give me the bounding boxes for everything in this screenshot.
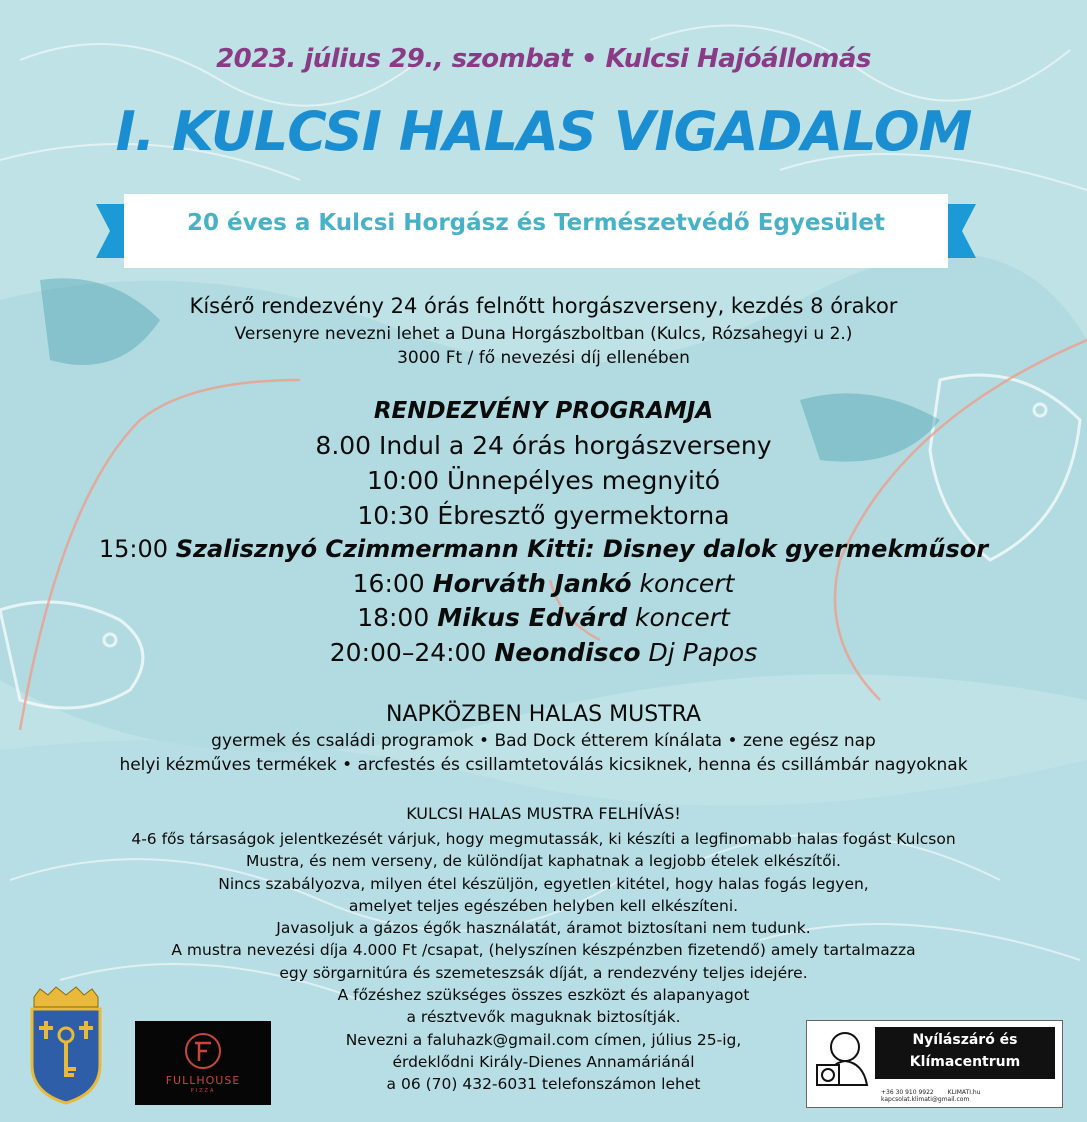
program-desc: Dj Papos xyxy=(648,638,758,667)
nyilaszaro-name-line2: Klímacentrum xyxy=(909,1054,1021,1070)
call-title: KULCSI HALAS MUSTRA FELHÍVÁS! xyxy=(406,804,681,823)
program-time: 10:00 xyxy=(367,466,440,495)
call-line: 4-6 fős társaságok jelentkezését várjuk, hogy megmutassák, ki készíti a legfinomabb halas fogást Kulcson xyxy=(131,830,956,848)
fullhouse-sub: PIZZA xyxy=(190,1088,216,1094)
program-item xyxy=(0,431,1087,460)
fullhouse-name: FULLHOUSE xyxy=(165,1074,241,1087)
program-performer: Mikus Edvárd xyxy=(437,603,628,632)
program-item xyxy=(0,569,1087,598)
napkozben-line2: helyi kézműves termékek • arcfestés és csillamtetoválás kicsiknek, henna és csillámbár nagyoknak xyxy=(119,755,968,775)
program-title: RENDEZVÉNY PROGRAMJA xyxy=(373,398,714,424)
nyilaszaro-name-line1: Nyílászáró és xyxy=(912,1032,1018,1048)
program-desc: koncert xyxy=(634,603,730,632)
program-desc: Ünnepélyes megnyitó xyxy=(447,466,720,495)
program-desc: Ébresztő gyermektorna xyxy=(437,501,730,530)
call-line: amelyet teljes egészében helyben kell elkészíteni. xyxy=(348,896,739,915)
event-date-venue: 2023. július 29., szombat • Kulcsi Hajóállomás xyxy=(216,44,871,74)
program-item xyxy=(0,501,1087,530)
program-item xyxy=(0,535,1087,563)
call-line: a 06 (70) 432-6031 telefonszámon lehet xyxy=(386,1075,701,1094)
call-line: érdeklődni Király-Dienes Annamáriánál xyxy=(392,1052,695,1071)
program-time: 16:00 xyxy=(352,569,425,598)
program-time: 18:00 xyxy=(357,603,430,632)
program-performer: Neondisco xyxy=(494,638,641,667)
nyilaszaro-web: KLIMATI.hu xyxy=(947,1089,981,1096)
program-desc: koncert xyxy=(639,569,735,598)
program-desc: Indul a 24 órás horgászverseny xyxy=(379,431,772,460)
coat-of-arms-icon xyxy=(26,985,106,1105)
anniversary-text: 20 éves a Kulcsi Horgász és Természetvédő Egyesület xyxy=(186,210,886,236)
program-time: 20:00–24:00 xyxy=(329,638,487,667)
program-item xyxy=(0,638,1087,667)
program-time: 8.00 xyxy=(315,431,372,460)
nyilaszaro-contacts xyxy=(881,1089,1062,1103)
program-time: 10:30 xyxy=(357,501,430,530)
call-line: a résztvevők maguknak biztosítják. xyxy=(406,1008,681,1027)
fullhouse-logo xyxy=(135,1021,271,1105)
call-line: egy sörgarnitúra és szemeteszsák díját, a rendezvény teljes idejére. xyxy=(279,963,808,982)
nyilaszaro-logo xyxy=(806,1020,1063,1108)
call-line: A főzéshez szükséges összes eszközt és alapanyagot xyxy=(337,986,750,1005)
mascot-icon xyxy=(811,1025,875,1089)
side-event-line1: Kísérő rendezvény 24 órás felnőtt horgászverseny, kezdés 8 órakor xyxy=(189,294,898,318)
side-event-line2: Versenyre nevezni lehet a Duna Horgászboltban (Kulcs, Rózsahegyi u 2.) xyxy=(234,324,853,344)
call-line: Javasoljuk a gázos égők használatát, áramot biztosítani nem tudunk. xyxy=(276,919,811,938)
call-line: Nincs szabályozva, milyen étel készüljön, egyetlen kitétel, hogy halas fogás legyen, xyxy=(218,874,869,893)
call-line: A mustra nevezési díja 4.000 Ft /csapat, (helyszínen készpénzben fizetendő) amely tartalmazza xyxy=(171,941,916,960)
event-title: I. KULCSI HALAS VIGADALOM xyxy=(115,100,972,163)
call-line: Mustra, és nem verseny, de különdíjat kaphatnak a legjobb ételek elkészítői. xyxy=(246,852,841,871)
side-event-line3: 3000 Ft / fő nevezési díj ellenében xyxy=(397,348,690,368)
program-performer: Szalisznyó Czimmermann Kitti: Disney dalok gyermekműsor xyxy=(175,535,989,563)
program-time: 15:00 xyxy=(98,535,169,563)
call-line: Nevezni a faluhazk@gmail.com címen, július 25-ig, xyxy=(345,1030,742,1049)
program-item xyxy=(0,466,1087,495)
napkozben-title: NAPKÖZBEN HALAS MUSTRA xyxy=(385,702,702,727)
napkozben-line1: gyermek és családi programok • Bad Dock étterem kínálata • zene egész nap xyxy=(211,731,876,751)
program-performer: Horváth Jankó xyxy=(432,569,632,598)
fullhouse-emblem-icon xyxy=(135,1021,271,1073)
nyilaszaro-phone: +36 30 910 9922 xyxy=(881,1089,934,1096)
nyilaszaro-email: kapcsolat.klimati@gmail.com xyxy=(881,1096,970,1103)
program-item xyxy=(0,603,1087,632)
